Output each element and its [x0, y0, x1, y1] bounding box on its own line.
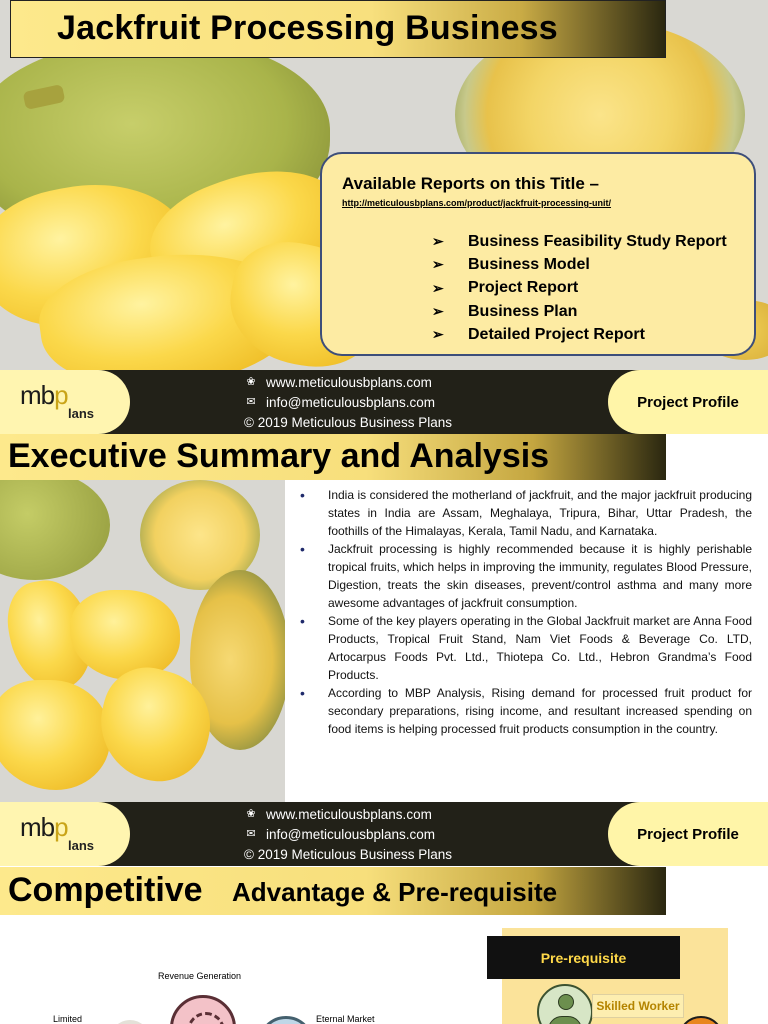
page-title: Jackfruit Processing Business [57, 9, 558, 47]
email-link[interactable]: ✉ info@meticulousbplans.com [244, 392, 452, 412]
title-banner [10, 0, 666, 58]
list-item[interactable] [432, 253, 727, 276]
diagram-node-icon [110, 1020, 150, 1024]
website-link[interactable]: ❀ www.meticulousbplans.com [244, 372, 452, 392]
logo-mark: mbp [20, 380, 68, 410]
section-heading-executive [0, 434, 666, 480]
list-item[interactable] [432, 323, 727, 346]
hero-section [0, 0, 768, 370]
mbp-logo[interactable] [0, 802, 130, 866]
report-label: Project Report [468, 279, 579, 297]
arrow-bullet-icon: ➢ [432, 233, 444, 250]
executive-summary-list [296, 486, 752, 738]
copyright-text: © 2019 Meticulous Business Plans [244, 846, 453, 862]
section-heading-competitive [0, 867, 666, 915]
skilled-worker-label: Skilled Worker [592, 994, 684, 1018]
globe-icon: ❀ [246, 808, 256, 820]
diagram-label-revenue: Revenue Generation [158, 971, 242, 981]
email-link[interactable]: ✉ info@meticulousbplans.com [244, 824, 452, 844]
footer-bar [0, 370, 768, 434]
diagram-label-eternal: Eternal Market [316, 1014, 375, 1024]
email-icon: ✉ [246, 828, 256, 840]
reports-heading: Available Reports on this Title – [342, 174, 599, 193]
list-item[interactable] [432, 277, 727, 300]
jackfruit-photo [0, 480, 285, 802]
summary-point: • Some of the key players operating in the Global Jackfruit market are Anna Food Products, Tropical Fruit Stand, Nam Viet Foods & Beverage Co. LTD, Artocarpus Foods Pvt. Ltd., Thiotepa Co. Ltd., Hebron Grandma’s Food Products. [296, 612, 752, 684]
list-item[interactable] [432, 230, 727, 253]
globe-icon: ❀ [246, 376, 256, 388]
competitive-title-big: Competitive [8, 871, 203, 909]
list-item[interactable] [432, 300, 727, 323]
summary-point: • India is considered the motherland of jackfruit, and the major jackfruit producing states in India are Assam, Meghalaya, Tripura, Bihar, Uttar Pradesh, the foothills of the Himalayas, Kerala, Tamil Nadu, and Karnataka. [296, 486, 752, 540]
logo-text: lans [68, 406, 95, 421]
report-label: Business Plan [468, 302, 578, 320]
gear-icon [170, 995, 236, 1024]
contact-list [244, 804, 452, 864]
arrow-bullet-icon: ➢ [432, 279, 444, 296]
website-link[interactable]: ❀ www.meticulousbplans.com [244, 804, 452, 824]
report-label: Business Feasibility Study Report [468, 232, 727, 250]
prerequisite-button: Pre-requisite [487, 936, 680, 979]
report-label: Detailed Project Report [468, 325, 645, 343]
reports-link[interactable]: http://meticulousbplans.com/product/jackfruit-processing-unit/ [342, 198, 612, 208]
email-icon: ✉ [246, 396, 256, 408]
available-reports-box [320, 152, 756, 356]
summary-point: • According to MBP Analysis, Rising demand for processed fruit product for secondary preparations, rising income, and resultant increased spending on food items is helping processed fruit products consumption in the country. [296, 684, 752, 738]
arrow-bullet-icon: ➢ [432, 326, 444, 343]
arrow-bullet-icon: ➢ [432, 303, 444, 320]
contact-list [244, 372, 452, 432]
logo-mark: mbp [20, 812, 68, 842]
diagram-label-limited: Limited [53, 1014, 83, 1024]
copyright-text: © 2019 Meticulous Business Plans [244, 414, 453, 430]
project-profile-badge: Project Profile [608, 370, 768, 434]
competitive-title-small: Advantage & Pre-requisite [232, 877, 558, 907]
arrow-bullet-icon: ➢ [432, 256, 444, 273]
logo-text: lans [68, 838, 95, 853]
footer-bar [0, 802, 768, 866]
executive-title: Executive Summary and Analysis [8, 437, 550, 475]
mbp-logo[interactable] [0, 370, 130, 434]
reports-list [432, 230, 727, 346]
project-profile-badge: Project Profile [608, 802, 768, 866]
summary-point: • Jackfruit processing is highly recommended because it is highly perishable tropical fruits, which helps in improving the immunity, regulates Blood Pressure, Digestion, treats the skin diseases, prevent/control asthma and many more awesome advantages of jackfruit consumption. [296, 540, 752, 612]
report-label: Business Model [468, 255, 590, 273]
diagram-node-icon [258, 1016, 314, 1024]
